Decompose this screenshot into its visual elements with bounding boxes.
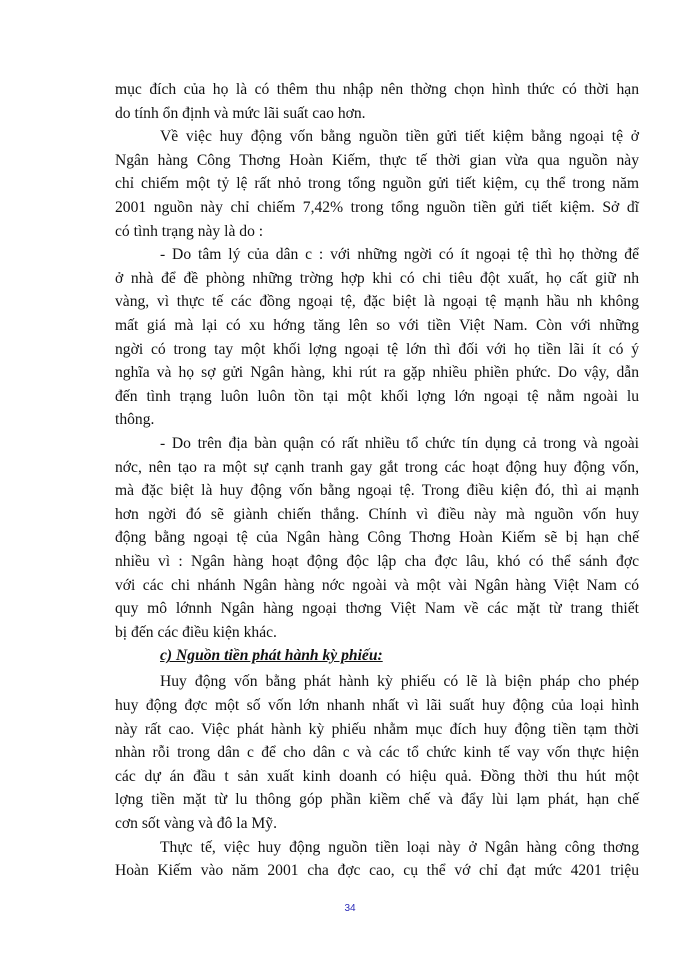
paragraph-line: huy động đợc một số vốn lớn nhanh nhất vì lãi suất huy động của loại hình bbox=[115, 697, 639, 714]
paragraph-line: đến tình trạng luôn luôn tồn tại một khối lợng lớn ngoại tệ nằm ngoài lu bbox=[115, 387, 639, 405]
paragraph-line: ngời có trong tay một khối lợng ngoại tệ lớn thì đối với họ tiền lãi ít có ý bbox=[115, 340, 639, 358]
paragraph-line: chỉ chiếm một tỷ lệ rất nhỏ trong tổng nguồn gửi tiết kiệm, cụ thể trong năm bbox=[115, 175, 639, 193]
paragraph-line: ở nhà để đề phòng những trờng hợp khi có chi tiêu đột xuất, họ cất giữ nh bbox=[115, 269, 639, 287]
paragraph-line: 2001 nguồn này chỉ chiếm 7,42% trong tổng nguồn tiền gửi tiết kiệm. Sở dĩ bbox=[115, 199, 639, 216]
paragraph-line: động bằng ngoại tệ của Ngân hàng Công Thơng Hoàn Kiếm sẽ bị hạn chế bbox=[115, 529, 639, 547]
page-number: 34 bbox=[344, 902, 356, 914]
paragraph-line: bị đến các điều kiện khác. bbox=[115, 623, 277, 641]
paragraph-line: mà đặc biệt là huy động vốn bằng ngoại tệ. Trong điều kiện đó, thì ai mạnh bbox=[115, 482, 639, 500]
paragraph-line: cơn sốt vàng và đô la Mỹ. bbox=[115, 815, 277, 832]
paragraph-line: nghĩa và họ sợ gửi Ngân hàng, khi rút ra gặp nhiều phiền phức. Do vậy, dẫn bbox=[115, 364, 639, 382]
paragraph-line: Hoàn Kiếm vào năm 2001 cha đợc cao, cụ thể vớ chỉ đạt mức 4201 triệu bbox=[115, 862, 639, 880]
paragraph-line: mục đích của họ là có thêm thu nhập nên thờng chọn hình thức có thời hạn bbox=[115, 81, 639, 98]
paragraph-line: quy mô lớnnh Ngân hàng ngoại thơng Việt Nam về các mặt từ trang thiết bbox=[115, 600, 639, 618]
paragraph-line: vàng, vì thực tế các đồng ngoại tệ, đặc biệt là ngoại tệ mạnh hầu nh không bbox=[115, 293, 639, 311]
paragraph-line: này rất cao. Việc phát hành kỳ phiếu nhằm mục đích huy động tiền tạm thời bbox=[115, 720, 639, 738]
paragraph-line: với các chi nhánh Ngân hàng nớc ngoài và một vài Ngân hàng Việt Nam có bbox=[115, 576, 639, 594]
paragraph-line: nhàn rỗi trong dân c để cho dân c và các tổ chức kinh tế vay vốn thực hiện bbox=[115, 744, 639, 762]
paragraph-line: nớc, nên tạo ra một sự cạnh tranh gay gắt trong các hoạt động huy động vốn, bbox=[115, 458, 639, 476]
paragraph-line: thông. bbox=[115, 411, 155, 429]
paragraph-line: mất giá mà lại có xu hớng tăng lên so với tiền Việt Nam. Còn với những bbox=[115, 317, 639, 334]
paragraph-line: do tính ổn định và mức lãi suất cao hơn. bbox=[115, 104, 366, 122]
paragraph-line: Ngân hàng Công Thơng Hoàn Kiếm, thực tế thời gian vừa qua nguồn này bbox=[115, 151, 639, 169]
paragraph-line: Về việc huy động vốn bằng nguồn tiền gửi tiết kiệm bằng ngoại tệ ở bbox=[160, 128, 639, 146]
paragraph-line: Thực tế, việc huy động nguồn tiền loại này ở Ngân hàng công thơng bbox=[160, 838, 639, 856]
paragraph-line: nhiều vì : Ngân hàng hoạt động độc lập cha đợc lâu, khó có thể sánh đợc bbox=[115, 553, 639, 570]
paragraph-line: hơn ngời đó sẽ giành chiến thắng. Chính vì điều này mà nguồn vốn huy bbox=[115, 505, 639, 523]
paragraph-line: - Do tâm lý của dân c : với những ngời có ít ngoại tệ thì họ thờng để bbox=[160, 246, 639, 264]
paragraph-line: có tình trạng này là do : bbox=[115, 222, 264, 240]
paragraph-line: - Do trên địa bàn quận có rất nhiều tổ chức tín dụng cả trong và ngoài bbox=[160, 435, 639, 452]
paragraph-line: Huy động vốn bằng phát hành kỳ phiếu có lẽ là biện pháp cho phép bbox=[160, 673, 639, 691]
paragraph-line: lợng tiền mặt từ lu thông góp phần kiềm chế và đẩy lùi lạm phát, hạn chế bbox=[115, 791, 639, 809]
section-heading: c) Nguồn tiền phát hành kỳ phiếu: bbox=[160, 647, 383, 665]
paragraph-line: các dự án đầu t sản xuất kinh doanh có hiệu quả. Đồng thời thu hút một bbox=[115, 767, 639, 785]
